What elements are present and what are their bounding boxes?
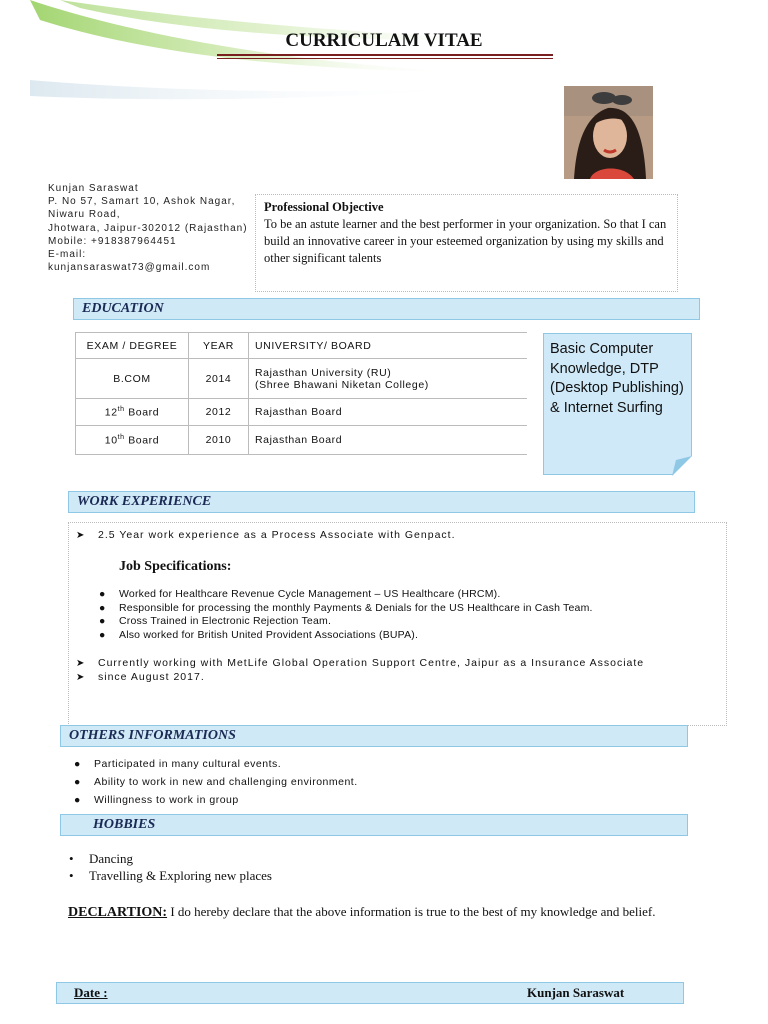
work-item xyxy=(76,529,456,541)
declaration-text: I do hereby declare that the above information is true to the best of my knowledge and belief. xyxy=(167,904,656,919)
others-list xyxy=(74,755,358,809)
list-item-text: Participated in many cultural events. xyxy=(94,758,282,770)
education-table xyxy=(75,332,527,455)
degree-number: 12 xyxy=(104,406,118,419)
bullet-icon: • xyxy=(69,868,74,883)
work-item-text: since August 2017. xyxy=(98,671,205,683)
contact-mobile: Mobile: +918387964451 xyxy=(48,235,177,247)
list-item xyxy=(99,588,593,602)
bullet-icon: ● xyxy=(99,588,106,600)
declaration xyxy=(68,904,675,921)
degree-ordinal: th xyxy=(117,405,125,413)
signature-name: Kunjan Saraswat xyxy=(527,985,625,1000)
list-item-text: Dancing xyxy=(89,851,134,866)
job-spec-list xyxy=(99,588,593,642)
table-header-row xyxy=(76,333,528,359)
arrow-bullet-icon: ➤ xyxy=(76,658,86,669)
contact-email: kunjansaraswat73@gmail.com xyxy=(48,262,211,274)
contact-address-line: Niwaru Road, xyxy=(48,209,121,221)
list-item-text: Worked for Healthcare Revenue Cycle Management – US Healthcare (HRCM). xyxy=(119,588,501,600)
list-item xyxy=(74,791,358,809)
work-item-text: Currently working with MetLife Global Operation Support Centre, Jaipur as a Insurance Associate xyxy=(98,657,645,669)
education-heading: EDUCATION xyxy=(73,298,700,320)
contact-email-label: E-mail: xyxy=(48,249,87,261)
decorative-swoosh xyxy=(0,0,560,140)
list-item xyxy=(99,615,593,629)
contact-name: Kunjan Saraswat xyxy=(48,183,139,194)
degree-rest: Board xyxy=(124,434,160,447)
list-item-text: Willingness to work in group xyxy=(94,794,239,806)
list-item xyxy=(74,755,358,773)
contact-address-line: P. No 57, Samart 10, Ashok Nagar, xyxy=(48,196,236,208)
arrow-bullet-icon: ➤ xyxy=(76,672,86,683)
contact-address-line: Jhotwara, Jaipur-302012 (Rajasthan) xyxy=(48,222,248,234)
work-item xyxy=(76,671,205,683)
profile-photo xyxy=(564,86,653,179)
degree-cell xyxy=(76,399,189,426)
list-item-text: Ability to work in new and challenging environment. xyxy=(94,776,358,788)
table-row xyxy=(76,426,528,455)
declaration-label: DECLARTION: xyxy=(68,905,168,920)
degree-cell xyxy=(76,426,189,455)
year-cell: 2014 xyxy=(189,359,249,399)
note-fold-corner xyxy=(672,456,692,476)
board-cell: Rajasthan Board xyxy=(249,426,528,455)
list-item xyxy=(69,850,272,867)
work-item-text: 2.5 Year work experience as a Process Associate with Genpact. xyxy=(98,529,456,541)
objective-box xyxy=(255,194,678,292)
footer-band xyxy=(56,982,684,1004)
list-item-text: Travelling & Exploring new places xyxy=(89,868,272,883)
list-item xyxy=(69,867,272,884)
page-title: CURRICULAM VITAE xyxy=(285,30,483,51)
job-spec-title: Job Specifications: xyxy=(119,559,232,574)
contact-info xyxy=(48,182,258,274)
work-item xyxy=(76,657,644,669)
degree-ordinal: th xyxy=(117,433,125,441)
table-row xyxy=(76,359,528,399)
table-header: EXAM / DEGREE xyxy=(76,333,189,359)
list-item-text: Responsible for processing the monthly Payments & Denials for the US Healthcare in Cash Team. xyxy=(119,601,593,614)
degree-number: 10 xyxy=(104,434,118,447)
board-line: (Shree Bhawani Niketan College) xyxy=(255,378,429,391)
bullet-icon: ● xyxy=(74,776,81,788)
list-item xyxy=(99,628,593,643)
bullet-icon: ● xyxy=(99,615,106,628)
board-cell: Rajasthan Board xyxy=(249,399,528,426)
arrow-bullet-icon: ➤ xyxy=(76,530,86,541)
title-underline xyxy=(217,54,553,56)
degree-rest: Board xyxy=(124,406,160,419)
year-cell: 2012 xyxy=(189,399,249,426)
board-cell xyxy=(249,359,528,399)
board-line: Rajasthan University (RU) xyxy=(255,366,392,379)
table-header: UNIVERSITY/ BOARD xyxy=(249,333,528,359)
list-item-text: Also worked for British United Provident Associations (BUPA). xyxy=(119,628,419,641)
year-cell: 2010 xyxy=(189,426,249,455)
bullet-icon: ● xyxy=(74,758,81,770)
hobbies-list xyxy=(69,850,272,884)
bullet-icon: ● xyxy=(99,601,106,614)
list-item xyxy=(74,773,358,791)
date-label: Date : xyxy=(74,985,108,1000)
work-experience-heading: WORK EXPERIENCE xyxy=(68,491,695,513)
table-header: YEAR xyxy=(189,333,249,359)
bullet-icon: ● xyxy=(74,794,81,806)
list-item-text: Cross Trained in Electronic Rejection Team. xyxy=(119,615,332,628)
bullet-icon: • xyxy=(69,851,74,866)
objective-title: Professional Objective xyxy=(264,200,384,214)
title-underline-thin xyxy=(217,58,553,59)
table-row xyxy=(76,399,528,426)
others-heading: OTHERS INFORMATIONS xyxy=(60,725,688,747)
list-item xyxy=(99,601,593,616)
bullet-icon: ● xyxy=(99,628,106,641)
hobbies-heading: HOBBIES xyxy=(60,814,688,836)
skills-note: Basic Computer Knowledge, DTP (Desktop Publishing) & Internet Surfing xyxy=(543,333,692,475)
objective-text: To be an astute learner and the best performer in your organization. So that I can build an innovative career in your esteemed organization by using my skills and other significant talents xyxy=(264,217,667,265)
degree-cell: B.COM xyxy=(76,359,189,399)
